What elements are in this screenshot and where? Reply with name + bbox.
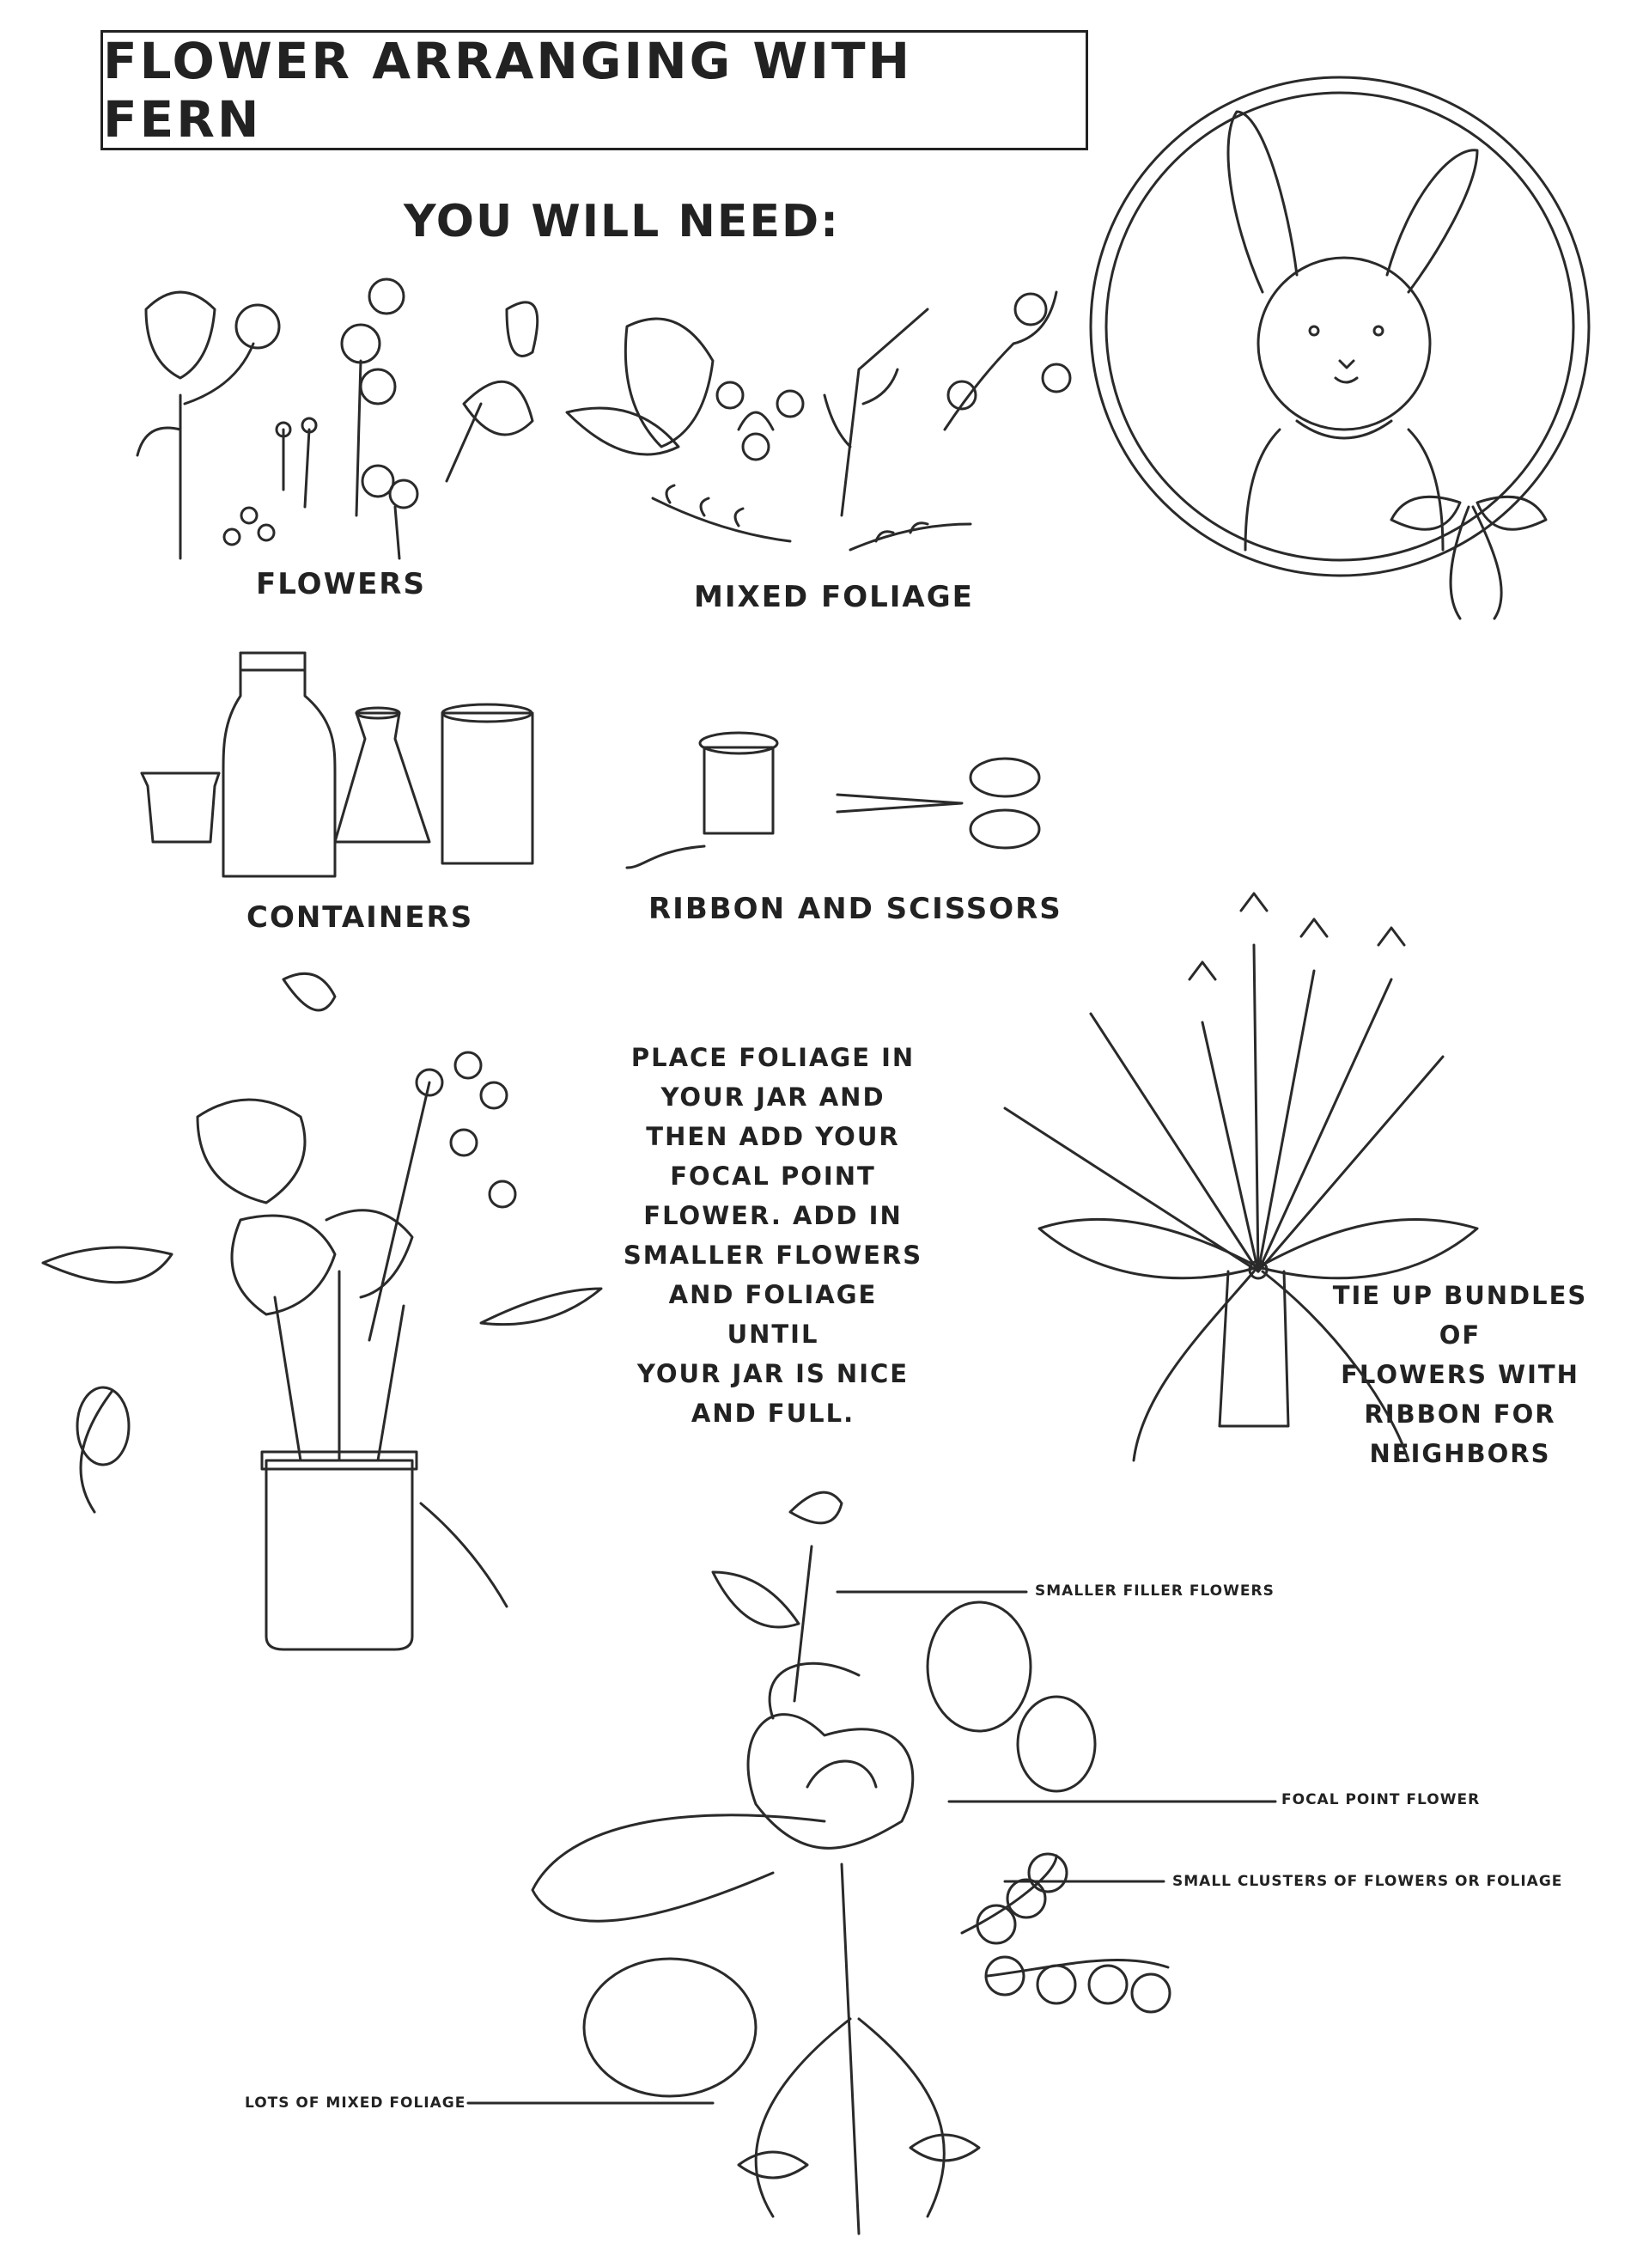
jar-bouquet-illustration (43, 973, 601, 1649)
jar-instruction-line: FOCAL POINT (670, 1161, 876, 1191)
jar-instruction-line: SMALLER FLOWERS (623, 1241, 923, 1270)
jar-instruction-line: YOUR JAR AND (660, 1082, 885, 1112)
containers-illustration (142, 653, 532, 876)
callout-mixed-foliage: LOTS OF MIXED FOLIAGE (245, 2094, 466, 2112)
label-mixed-foliage: MIXED FOLIAGE (694, 580, 974, 614)
ribbon-scissors-illustration (627, 733, 1039, 868)
flowers-illustration (137, 279, 538, 558)
callout-filler-flowers: SMALLER FILLER FLOWERS (1035, 1582, 1275, 1600)
diagram-bouquet-illustration (532, 1492, 1170, 2234)
bundle-instruction-line: NEIGHBORS (1369, 1439, 1551, 1468)
bundle-instruction-line: RIBBON FOR (1364, 1399, 1556, 1429)
bundle-instruction-line: TIE UP BUNDLES OF (1332, 1281, 1588, 1350)
jar-instruction-line: AND FOLIAGE UNTIL (668, 1280, 878, 1349)
page-title: FLOWER ARRANGING WITH FERN (100, 30, 1088, 150)
callout-leader-lines (468, 1592, 1275, 2103)
bundle-instruction-line: FLOWERS WITH (1341, 1360, 1579, 1389)
lavender-bundle-illustration (1005, 893, 1477, 1460)
jar-instruction-line: THEN ADD YOUR (646, 1122, 900, 1151)
jar-instruction-line: AND FULL. (691, 1399, 855, 1428)
mixed-foliage-illustration (567, 292, 1070, 550)
jar-instruction-line: FLOWER. ADD IN (643, 1201, 903, 1230)
you-will-need-heading: YOU WILL NEED: (404, 196, 840, 247)
label-ribbon-scissors: RIBBON AND SCISSORS (648, 892, 1062, 926)
jar-instruction-line: YOUR JAR IS NICE (636, 1359, 910, 1388)
label-flowers: FLOWERS (256, 567, 426, 601)
label-containers: CONTAINERS (246, 900, 474, 935)
bunny-hoop-illustration (1091, 77, 1589, 619)
callout-small-clusters: SMALL CLUSTERS OF FLOWERS OR FOLIAGE (1172, 1873, 1563, 1890)
jar-instruction-line: PLACE FOLIAGE IN (630, 1043, 916, 1072)
callout-focal-point: FOCAL POINT FLOWER (1281, 1791, 1481, 1808)
